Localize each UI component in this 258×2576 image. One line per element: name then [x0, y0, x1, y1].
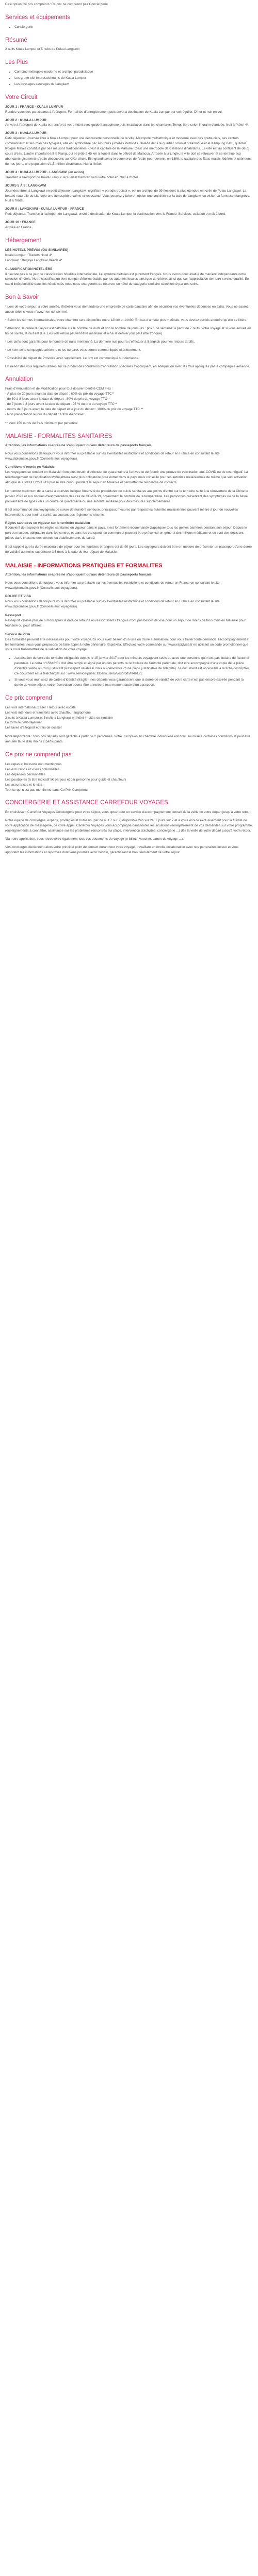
circuit-day — [5, 183, 253, 204]
annulation-title: Annulation — [5, 376, 34, 383]
formalities-list — [5, 656, 253, 688]
annulation-intro: Frais d'Annulation et de Modification pour tout dossier Identité CDM Flex : — [5, 387, 113, 391]
hotels-subtitle: LES HÔTELS PRÉVUS (OU SIMILAIRES) — [5, 248, 69, 252]
day-text: Transfert à l'aéroport de Kuala Lumpur. Accueil et transfert vers votre hôtel 4*. Nuit à l'hôtel. — [5, 175, 139, 179]
notice-bold: Attention, les informations ci-après ne s'appliquent qu'aux détenteurs de passeports français. — [5, 573, 153, 577]
important-note — [5, 734, 253, 744]
prix-ne-comprend-block — [5, 762, 253, 793]
excluded-line: Les assurances et le visa — [5, 783, 42, 787]
hotels-block — [5, 248, 253, 263]
prix-ne-comprend-title: Ce prix ne comprend pas — [5, 752, 72, 758]
page — [0, 0, 258, 869]
info-para: Nous vous conseillons de toujours vous informer au préalable sur les éventuelles restrictions et conditions de retour en France en consultant le site : www.diplomatie.gouv.fr (Conseils aux voyageurs). — [5, 452, 222, 461]
important-note-label: Note importante : — [5, 735, 33, 739]
passport-heading: Passeport — [5, 613, 21, 617]
info-para: Il est rappelé que la durée maximale de séjour pour les touristes étrangers est de 90 jours. Les voyageurs doivent être en mesure de présenter un passeport d'une durée de validité au moins supérieure à 6 mois à la date de leur départ de Malaisie. — [5, 545, 252, 554]
annulation-line: - À plus de 30 jours avant la date de départ : 60% du prix du voyage TTC** — [5, 392, 115, 396]
visa-service-text: Des formalités peuvent être nécessaires pour votre voyage. Si vous avez besoin d'un visa ou d'une autorisation, pour vous traiter toute demande, l'accompagnement et les formalités, nous vous proposons de faire appel à notre partenaire Rapidvisa. Effectuez votre commande sur www.rapidvisa.fr en utilisant un code promotionnel que vous nous transmettrez de la validation de votre voyage. — [5, 637, 250, 652]
included-line: 2 nuits à Kuala Lumpur et 5 nuits à Langkawi en hôtel 4* cités ou similaire — [5, 716, 113, 720]
bonasavoir-para: * Lors de votre séjour, à votre arrivée, l'hôtelier vous demandera une empreinte de carte bancaire afin de sécuriser vos éventuelles dépenses en extra. Vous ne saurez aucun débit si vous n'avez rien consommé. — [5, 305, 249, 314]
list-item: • Si vous vous munissez de cartes d'identité (fragile), nos départs vous garantissent que la durée de validité de votre carte n'est pas encore expirée pendant la durée de votre séjour, votre réservation pourra être annulée à tout moment faute d'un passeport. — [14, 677, 253, 688]
plus-list — [5, 70, 253, 87]
annulation-block — [5, 386, 253, 417]
rules-block — [5, 521, 253, 541]
classification-block — [5, 267, 253, 287]
annulation-note: ** avec 150 euros de frais minimum par personne — [5, 421, 78, 425]
circuit-day — [5, 220, 253, 230]
day-text: Arrivée à l'aéroport de Kuala et transfert à votre hôtel avec guide francophone puis installation dans les chambres. Temps libre selon l'horaire d'arrivée. Nuit à l'hôtel 4*. — [5, 123, 249, 127]
circuit-day — [5, 131, 253, 166]
classification-text: Il n'existe pas à ce jour de classification hôtelière internationale. Le système d'étoiles est purement français. Nous avons donc évalué de manière indépendante notre sélection d'hôtels. Notre classification tient compte d'étoiles établie par les autorités locales ainsi que de critères ainsi que sur l'appréciation de notre service qualité. En cas d'indisponibilité dans les hôtels cités nous nous chargerons de réserver un hôtel de catégorie similaire sélectionné par nos soins. — [5, 272, 249, 286]
resume-text: 2 nuits Kuala Lumpur et 5 nuits de Pulau Langkawi — [5, 47, 79, 52]
day-heading: JOURS 5 À 8 : LANGKAWI — [5, 183, 46, 188]
excluded-line: Les pourboires (à titre indicatif 5€ par jour et par personne pour guide et chauffeur) — [5, 777, 126, 782]
circuit-day — [5, 105, 253, 115]
conditions-heading: Conditions d'entrée en Malaisie — [5, 465, 55, 469]
conditions-text: Les voyageurs se rendant en Malaisie n'ont plus besoin d'effectuer de quarantaine à l'arrivée et de fournir une preuve de vaccination anti-COVID ou de test négatif. La téléchargement de l'application MySejahtera n'est plus obligatoire pour entrer dans le pays mais conseillé pour les autorités malaisiennes de même que son activation afin que leur statut COVID-19 puisse être connu pendant le séjour en Malaisie et permettant le recherche de contacts. — [5, 470, 248, 484]
list-item: • Les gratte-ciel impressionnants de Kuala Lumpur — [14, 76, 253, 81]
police-heading: POLICE ET VISA — [5, 595, 31, 599]
plus-title: Les Plus — [5, 59, 28, 66]
day-text: Arrivée en France. — [5, 226, 33, 230]
annulation-line: - de 7 jours à 3 jours avant la date de départ : 95 % du prix du voyage TTC** — [5, 402, 117, 406]
resume-title: Résumé — [5, 37, 27, 43]
list-item: • Combiné métropole moderne et archipel paradisiaque — [14, 70, 253, 75]
circuit-day — [5, 207, 253, 217]
day-heading: JOUR 1 : FRANCE - KUALA LUMPUR — [5, 105, 63, 109]
bonasavoir-para: * Les tarifs sont garantis pour le nombre de nuits mentionné. La dernière nuit pourra s'effectuer à Bangkok pour les retours tardifs. — [5, 340, 195, 344]
included-line: Les vols internationaux aller / retour avec escale — [5, 705, 76, 709]
prix-comprend-title: Ce prix comprend — [5, 694, 52, 701]
hotel-line: Kuala Lumpur : Traders Hotel 4* — [5, 253, 53, 257]
rules-heading: Règles sanitaires en vigueur sur le territoire malaisien — [5, 521, 90, 525]
excluded-line: Tout ce qui n'est pas mentionné dans Ce Prix Comprend — [5, 788, 88, 792]
circuit-day — [5, 118, 253, 128]
services-title: Services et équipements — [5, 14, 70, 21]
list-item: • Les paysages sauvages de Langkawi — [14, 82, 253, 87]
excluded-line: Les dépenses personnelles — [5, 772, 45, 776]
day-text: Petit déjeuner. Transfert à l'aéroport de Langkawi, envol à destination de Kuala Lumpur et continuation vers la France. Services, collation et nuit à bord. — [5, 212, 226, 216]
services-list — [5, 25, 253, 30]
info-para: Nous vous conseillons de toujours vous informer au préalable sur les éventuelles restrictions et conditions de retour en France en consultant le site : www.diplomatie.gouv.fr (Conseils aux voyageurs). — [5, 581, 222, 590]
conciergerie-title: CONCIERGERIE ET ASSISTANCE CARREFOUR VOYAGES — [5, 800, 168, 806]
hotel-line: Langkawi : Berjaya Langkawi Beach 4* — [5, 258, 62, 262]
passport-text: Passeport valable plus de 6 mois après la date de retour. Les ressortissants français n'ont pas besoin de visa pour un séjour de moins de trois mois en Malaisie pour tourisme ou pour affaires. — [5, 618, 246, 628]
day-heading: JOUR 4 : KUALA LUMPUR - LANGKAWI (en avion) — [5, 170, 84, 174]
prix-comprend-block — [5, 705, 253, 731]
day-heading: JOUR 3 : KUALA LUMPUR — [5, 131, 47, 135]
conciergerie-para: Vos concierges deviennent alors votre principal point de contact durant tout votre voyage, travaillant en étroite collaboration avec nos partenaires locaux et vous apportent les informations et réponses dont vous pourriez avoir besoin, garantissant le bon déroulement de votre séjour. — [5, 845, 239, 854]
conciergerie-para: Via notre application, vous retrouverez également tous vos documents de voyage (e-billets, voucher, carnet de voyage ...). — [5, 837, 184, 841]
visa-service-heading: Service de VISA — [5, 632, 30, 636]
bonasavoir-para: En raison des vols réguliers utilisés sur ce produit des conditions d'annulation spéciales s'appliquent, en adéquation avec les frais appliqués par la compagnie aérienne. — [5, 364, 250, 368]
rules-text: Il convient de respecter les règles sanitaires en vigueur dans le pays. Il est fortement recommandé d'appliquer tous les gestes barrières pendant son séjour. Depuis le port du masque, obligatoire dans les centres et dans les transports en commun et pouvant être préconisé en général des milieux médicaux et où sont des décisions prises dans chacune des centres ou établissements de santé. — [5, 526, 247, 540]
list-item: • Conciergerie — [14, 25, 253, 30]
day-heading: JOUR 9 : LANGKAWI - KUALA LUMPUR - FRANCE — [5, 207, 84, 211]
conditions-block — [5, 465, 253, 485]
included-line: Les taxes d'aéroport et frais de dossier — [5, 726, 62, 730]
excluded-line: Les excursions et visites optionnelles — [5, 767, 60, 771]
malaisie-sanitaire-title: MALAISIE - FORMALITES SANITAIRES — [5, 433, 112, 439]
included-line: Les vols intérieurs et transferts avec chauffeur anglophone — [5, 710, 91, 715]
circuit-title: Votre Circuit — [5, 94, 38, 100]
bonasavoir-para: * Le nom de la compagnie aérienne et les horaires vous seront communiqués ultérieurement. — [5, 348, 141, 352]
visa-service-block — [5, 632, 253, 653]
bonasavoir-title: Bon à Savoir — [5, 294, 39, 301]
bonasavoir-para: * Attention, la durée du séjour est calculée sur le nombre de nuits et non le nombre de jours (ex : prix 'une semaine' à partir de 7 nuits. Votre voyage et si vous arrivez en fin de soirée, la nuit est due. Les vols retour peuvent être matinaux et ainsi le dernier jour peut être tronqué). — [5, 326, 251, 335]
bonasavoir-para: * Selon les normes internationales, votre chambre sera disponible entre 12h30 et 14h00. En cas d'arrivée plus matinale, vous devrez parfois attendre qu'elle se libère. — [5, 318, 248, 322]
day-heading: JOUR 10 : FRANCE — [5, 221, 36, 225]
conciergerie-para: En choisissant Carrefour Voyages Conciergerie pour votre séjour, vous optez pour un service d'accompagnement conseil de la veille de votre départ jusqu'à votre retour. — [5, 810, 252, 815]
annulation-line: - de 30 à 8 jours avant la date de départ : 80% du prix du voyage TTC** — [5, 397, 110, 401]
important-note-text: tous nos départs sont garantis à partir de 2 personnes. Votre inscription en chambre individuelle est donc soumise à certaines conditions et peut être annulée faute d'au moins 2 participants. — [5, 735, 250, 744]
circuit-day — [5, 170, 253, 180]
police-text: Nous vous conseillons de toujours vous informer au préalable sur les éventuelles restrictions et conditions de retour en France en consultant le site : www.diplomatie.gouv.fr (Conseils aux voyageurs). — [5, 600, 222, 608]
conciergerie-para: Notre équipe de concierges, experts, privilégiés et humains (par de nuit 7 sur 7) disponible 24h sur 24, 7 jours sur 7 et à votre écoute exclusivement pour la fluidité de votre application de messagerie, de votre appel. Carrefour Voyages vous accompagne dans toutes les situations (enregistrement de vos demandes sur votre programme, renseignements à connaître, assistance sur les problèmes rencontrés sur place, intervention d'activités, conciergerie ...) dès la veille de votre départ jusqu'à votre retour. — [5, 819, 253, 833]
bonasavoir-para: * Possibilité de départ de Province avec supplément. Le prix est communiqué sur demande. — [5, 356, 139, 360]
police-block — [5, 594, 253, 609]
included-line: La formule petit-déjeuner — [5, 721, 42, 725]
classification-heading: CLASSIFICATION HÔTELIÈRE — [5, 267, 53, 271]
day-text: Rendez-vous des participants à l'aéroport. Formalités d'enregistrement puis envol à destination de Kuala Lumpur sur vol régulier. Dîner et nuit en vol. — [5, 110, 223, 114]
info-para: Le nombre maximum de la santé à touristes indique l'intensité de procédures de suivis sanitaires aux points d'entré sur le territoire suite à la réouverture de la Chine le janvier 2023 et aux risques d'augmentation des cas de COVID-19, notamment le contrôle de la température. Les personnes présentant des symptômes ou de la fièvre pouvant être de types vers un centre de quarantaine ou une autorité sanitaire pour des mesures supplémentaires. — [5, 489, 248, 503]
list-item: • Autorisation de sortie du territoire obligatoire depuis le 15 janvier 2017 pour les mineurs voyageant seuls ou avec une personne qui n'est pas titulaire de l'autorité parentale. Le cerfa n°15646*01 doit être rempli et signé par un des parents ou le titulaire de l'autorité parentale, doit être accompagné d'une copie de la pièce d'identité valide ou d'un justificatif (Passeport valable 6 mois ou délivrance d'une pièce justificative de l'identité). Le document est accessible à la fiche descriptive. Ce document est à télécharger sur : www.service-public.fr/particuliers/vosdroits/R46121 — [14, 656, 253, 676]
day-text: Journées libres à Langkawi en petit-déjeuner. Langkawi, signifiant « paradis tropical », est un archipel de 99 îles dont la plus étendue est celle de Pulau Langkawi. La beauté naturelle du site crée une atmosphère calme et reposante. Vous pourrez y faire en option une croisière sur la baie de Langkawi ou visiter sa fameuse mangrove. Nuit à l'hôtel. — [5, 189, 250, 203]
excluded-line: Les repas et boissons non mentionnés — [5, 762, 62, 766]
intro-line: Description Ce prix comprend / Ce prix ne comprend pas Conciergerie — [5, 3, 108, 6]
annulation-line: - moins de 3 jours avant la date de départ et le jour du départ : 100% du prix du voyage TTC ** — [5, 407, 143, 411]
day-text: Petit déjeuner. Journée libre à Kuala Lumpur pour une découverte personnelle de la ville. Métropole multiethnique et moderne avec des gratte-ciels, ses centres commerciaux et ses marchés typiques, elle est symbolisée par ses tours jumelles Petronas. Balade dans le quartier colonial britannique et le Kampung Baru, quartier typique Malais constitué par ses maisons traditionnelles. C'est la capitale de la Malaisie. C'est une métropole de 6 millions d'habitants. La ville est au confluent de deux cours d'eau. L'autre important est le Klang, qui se jette à 45 km à l'ouest dans le détroit de Malacca. Arrosée à la jungle, la ville doit se retrouver et se terraine aux abondants gisements d'étain découverts au XIXe siècle. Elle grandit avec le commerce de l'étain pour devenir, en 1896, la capitale des États malais fédérés et ultérieurs, de nos jours, une population d'1,5 million d'habitants. Nuit à l'hôtel. — [5, 137, 252, 166]
hebergement-title: Hébergement — [5, 238, 41, 244]
annulation-line: - Non présentation le jour du départ : 100% du dossier — [5, 412, 85, 416]
notice-bold: Attention, les informations ci-après ne s'appliquent qu'aux détenteurs de passeports français. — [5, 444, 153, 448]
passport-block — [5, 613, 253, 629]
malaisie-pratique-title: MALAISIE - INFORMATIONS PRATIQUES ET FORMALITES — [5, 563, 163, 569]
info-para: Il est recommandé aux voyageurs de suivre de manière sérieuse, principaux mesures par respect les autorités malaisiennes pouvant mettre à jour de nouvelles interventions pour tenir la santé, au courant des règlements récents. — [5, 507, 238, 517]
day-heading: JOUR 2 : KUALA LUMPUR — [5, 118, 47, 122]
